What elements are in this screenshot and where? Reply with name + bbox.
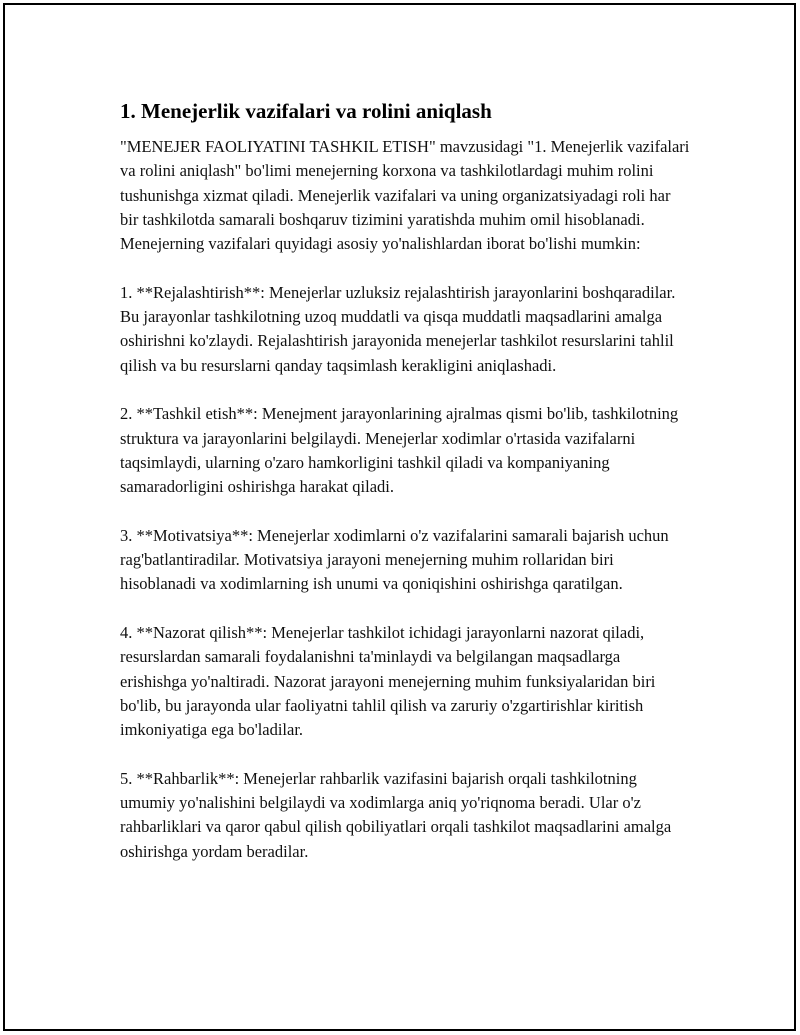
document-page — [3, 3, 796, 1031]
section-heading: 1. Menejerlik vazifalari va rolini aniqlash — [120, 99, 492, 123]
paragraph-nazorat-qilish: 4. **Nazorat qilish**: Menejerlar tashkilot ichidagi jarayonlarni nazorat qiladi, resurslardan samarali foydalanishni ta'minlaydi va belgilangan maqsadlarga erishishga yo'naltiradi. Nazorat jarayoni menejerning muhim funksiyalaridan biri bo'lib, bu jarayonda ular faoliyatni tahlil qilish va zaruriy o'zgartirishlar kiritish imkoniyatiga ega bo'ladilar. — [120, 622, 656, 740]
intro-paragraph: "MENEJER FAOLIYATINI TASHKIL ETISH" mavzusidagi "1. Menejerlik vazifalari va rolini aniqlash" bo'limi menejerning korxona va tashkilotlardagi muhim rolini tushunishga xizmat qiladi. Menejerlik vazifalari va uning organizatsiyadagi roli har bir tashkilotda samarali boshqaruv tizimini yaratishda muhim omil hisoblanadi. Menejerning vazifalari quyidagi asosiy yo'nalishlardan iborat bo'lishi mumkin: — [120, 137, 690, 254]
document-content — [120, 97, 690, 888]
paragraph-rejalashtirish: 1. **Rejalashtirish**: Menejerlar uzluksiz rejalashtirish jarayonlarini boshqaradilar. Bu jarayonlar tashkilotning uzoq muddatli va qisqa muddatli maqsadlarini amalga oshirishni ko'zlaydi. Rejalashtirish jarayonida menejerlar tashkilot resurslarini tahlil qilish va bu resurslarni qanday taqsimlash kerakligini aniqlashadi. — [120, 282, 676, 375]
paragraph-rahbarlik: 5. **Rahbarlik**: Menejerlar rahbarlik vazifasini bajarish orqali tashkilotning umumiy yo'nalishini belgilaydi va xodimlarga aniq yo'riqnoma beradi. Ular o'z rahbarliklari va qaror qabul qilish qobiliyatlari orqali tashkilot maqsadlarini amalga oshirishga yordam beradilar. — [120, 768, 672, 861]
paragraph-tashkil-etish: 2. **Tashkil etish**: Menejment jarayonlarining ajralmas qismi bo'lib, tashkilotning struktura va jarayonlarini belgilaydi. Menejerlar xodimlar o'rtasida vazifalarni taqsimlaydi, ularning o'zaro hamkorligini tashkil qiladi va kompaniyaning samaradorligini oshirishga harakat qiladi. — [120, 404, 679, 497]
paragraph-motivatsiya: 3. **Motivatsiya**: Menejerlar xodimlarni o'z vazifalarini samarali bajarish uchun rag'batlantiradilar. Motivatsiya jarayoni menejerning muhim rollaridan biri hisoblanadi va xodimlarning ish unumi va qoniqishini oshirishga qaratilgan. — [120, 525, 669, 594]
